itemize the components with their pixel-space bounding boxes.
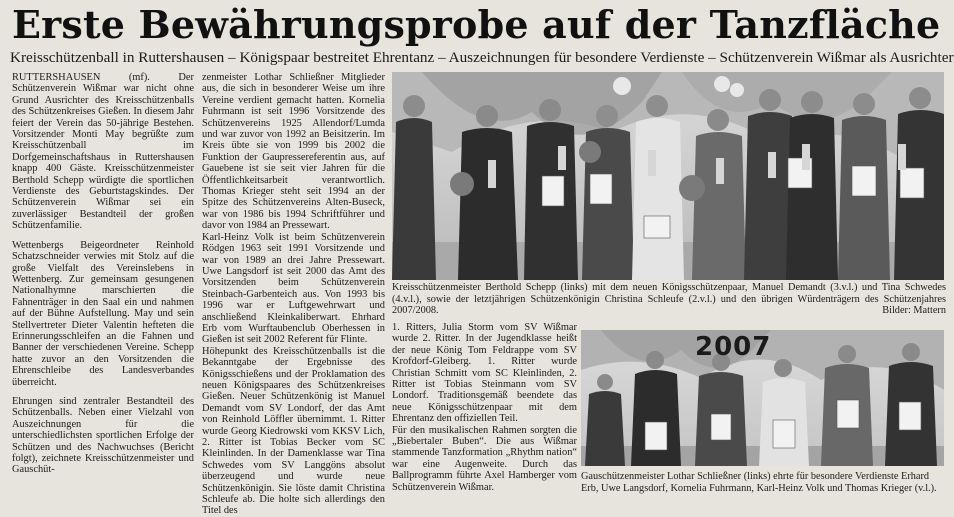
article-column-2 [202,72,385,517]
photo1-caption [392,282,946,320]
paragraph [12,72,194,232]
paragraph: 1. Ritters, Julia Storm vom SV Wißmar wurde 2. Ritter. In der Jugendklasse heißt der neue König Tom Feldrappe vom SV Krofdorf-Gleiberg. 1. Ritter wurde Christian Schmitt vom SC Kleinlinden, 2. Ritter ist Tobias Steinmann vom SV Londorf. Traditionsgemäß beendete das neue Königsschützenpaar mit dem Ehrentanz den offiziellen Teil. [392,322,577,425]
paragraph: Wettenbergs Beigeordneter Reinhold Schatzschneider verwies mit Stolz auf die große Vielfalt des Vereinslebens in Wettenberg. Zur gemeinsam gesungenen Nationalhymne marschierten die Fahnenträger in den Saal ein und nahmen auf der Bühne Aufstellung. May und sein Stellvertreter Dieter Valentin hefteten die Erinnerungsschleifen an die Fahnen und Banner der verschiedenen Vereine. Schepp hatte zuvor an den Vorsitzenden die Ehrenschleibe des Landesverbandes überreicht. [12,239,194,388]
photo-credit: Bilder: Mattern [882,305,946,317]
group-photo-image [392,72,944,280]
year-banner: 2007 [695,332,772,362]
group-photo-kings [392,72,944,280]
paragraph-text: Der Schützenverein Wißmar war nicht ohne Grund Ausrichter des Kreisschützenballs des Schützenkreises Gießen. In diesem Jahr feiert der Verein das 50-jährige Bestehen. Vorsitzender Monti May begrüßte zum Kreisschützenball im Dorfgemeinschaftshaus in Ruttershausen knapp 400 Gäste. Kreisschützenmeister Berthold Schepp würdigte die sportlichen Verdienste des Geburtstagskindes. Der Schützenverein Wißmar sei ein zuverlässiger Bestandteil der großen Schützenfamilie. [12,72,194,232]
article-headline: Erste Bewährungsprobe auf der Tanzfläche [12,2,941,47]
photo2-caption: Gauschützenmeister Lothar Schließner (links) ehrte für besondere Verdienste Erhard Erb, Uwe Langsdorf, Kornelia Fuhrmann, Karl-Heinz Volk und Thomas Krieger (v.l.). [581,471,937,494]
article-subheadline: Kreisschützenball in Ruttershausen – Königspaar bestreitet Ehrentanz – Auszeichnungen für besondere Verdienste – Schützenverein Wißmar als Ausrichter [10,49,954,66]
paragraph: Karl-Heinz Volk ist beim Schützenverein Rödgen 1963 seit 1991 Vorsitzende und war von 1989 an drei Jahre Pressewart. Uwe Langsdorf ist seit 2000 das Amt des Vorsitzenden beim Schützenverein Steinbach-Garbenteich aus. Von 1993 bis 1996 war er Luftgewehrwart und anschließend Kleinkaliberwart. Ehrhard Erb vom Wurftaubenclub Oberhessen in Gießen ist seit 2002 Referent für Flinte. [202,231,385,346]
article-column-3 [392,322,577,506]
article-column-1 [12,72,194,506]
paragraph: Ehrungen sind zentraler Bestandteil des Schützenballs. Neben einer Vielzahl von Auszeichnungen für die unterschiedlichsten sportlichen Erfolge der Schützen und des Nachwuchses (Bericht folgt), zeichnete Kreisschützenmeister und Gauschüt- [12,395,194,476]
paragraph: Für den musikalischen Rahmen sorgten die „Biebertaler Buben“. Die aus Wißmar stammende Tanzformation „Rhythm nation“ war eine Augenweite. Durch das Ballprogramm führte Axel Hamberger vom Schützenverein Wißmar. [392,424,577,493]
caption-text: Kreisschützenmeister Berthold Schepp (links) mit dem neuen Königsschützenpaar, Manuel Demandt (3.v.l.) und Tina Schwedes (4.v.l.), sowie der letztjährigen Schützenkönigin Christina Schleufe (2.v.l.) und den übrigen Würdenträgern des Schützenjahres 2007/2008. [392,282,946,317]
dateline: RUTTERSHAUSEN (mf). [12,72,150,83]
paragraph: Höhepunkt des Kreisschützenballs ist die Bekanntgabe der Ergebnisse des Königsschießens und der Proklamation des neuen Königspaares des Schützenkreises Gießen. Neuer Schützenkönig ist Manuel Demandt vom SV Londorf, der das Amt von Reinhold Löffler übernimmt. 1. Ritter wurde Georg Kiedrowski vom KKSV Lich, 2. Ritter ist Tobias Becker vom SC Kleinlinden. In der Damenklasse war Tina Schwedes vom SV Langgöns absolut überzeugend und wurde neue Schützenkönigin. Sie löste damit Christina Schleufe ab. Die holte sich allerdings den Titel des [202,345,385,517]
group-photo-honorees [581,330,944,466]
paragraph: zenmeister Lothar Schließner Mitglieder aus, die sich in besonderer Weise um ihre Vereine verdient gemacht hatten. Kornelia Fuhrmann ist seit 1996 Vorsitzende des Schützenvereins 1925 Allendorf/Lumda und war zuvor von 1992 an Beisitzerin. Im Kreis übte sie von 1999 bis 2002 die Funktion der Gaupressereferentin aus, auf Gauebene ist sie seit vier Jahren für die Öffentlichkeitsarbeit verantwortlich. Thomas Krieger steht seit 1994 an der Spitze des Schützenvereins Alten-Buseck, war von 1986 bis 1994 Schriftführer und davor von 1984 an Pressewart. [202,72,385,232]
